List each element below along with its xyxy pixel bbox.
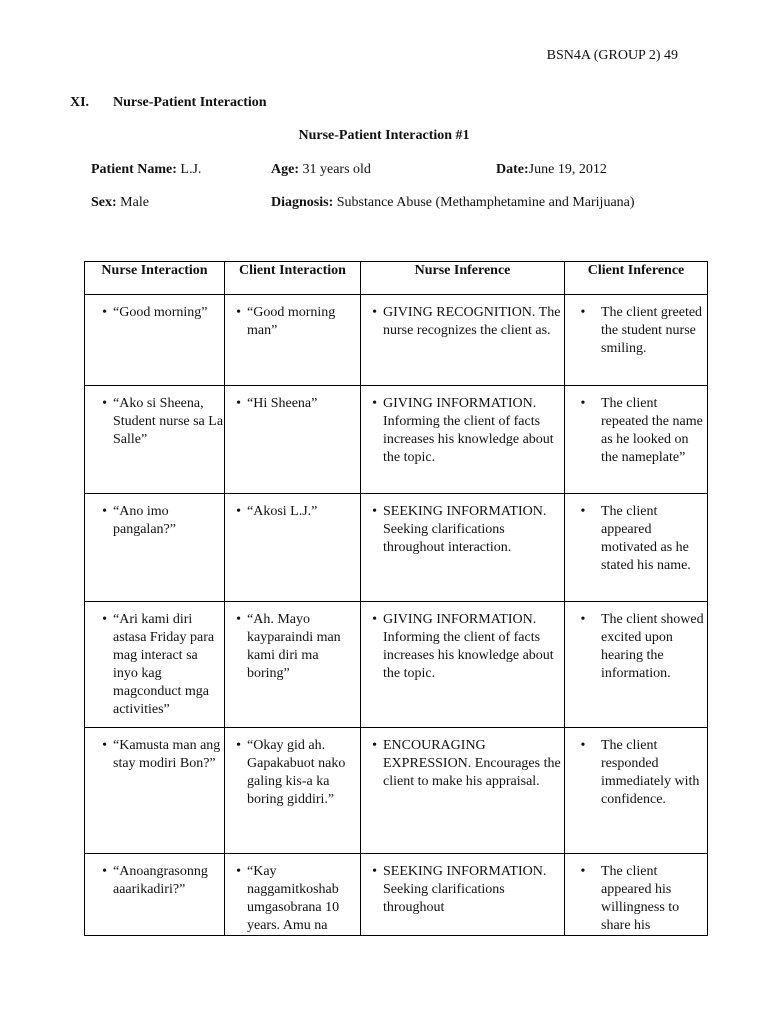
client-inference-cell: • The client repeated the name as he looked on the nameplate” — [565, 386, 708, 494]
header-nurse-inference: Nurse Inference — [361, 262, 565, 295]
table-header-row — [85, 262, 708, 295]
header-nurse-interaction: Nurse Interaction — [85, 262, 225, 295]
section-heading — [70, 94, 267, 112]
nurse-interaction-cell: • “Anoangrasonng aaarikadiri?” — [85, 854, 225, 936]
interaction-date — [496, 161, 607, 179]
client-inference-cell: • The client showed excited upon hearing the information. — [565, 602, 708, 728]
client-inference-cell: • The client responded immediately with confidence. — [565, 728, 708, 854]
page-header-code: BSN4A (GROUP 2) 49 — [546, 48, 678, 63]
nurse-inference-cell: • ENCOURAGING EXPRESSION. Encourages the client to make his appraisal. — [361, 728, 565, 854]
patient-age — [271, 161, 371, 179]
patient-age-label: Age: — [271, 162, 299, 177]
client-interaction-cell: • “Okay gid ah. Gapakabuot nako galing kis-a ka boring giddiri.” — [225, 728, 361, 854]
interaction-title: Nurse-Patient Interaction #1 — [298, 128, 470, 143]
header-client-inference: Client Inference — [565, 262, 708, 295]
nurse-inference-cell: • GIVING RECOGNITION. The nurse recognizes the client as. — [361, 295, 565, 386]
date-value: June 19, 2012 — [528, 162, 607, 177]
client-interaction-cell: • “Kay naggamitkoshab umgasobrana 10 years. Amu na — [225, 854, 361, 936]
nurse-interaction-cell: • “Ano imo pangalan?” — [85, 494, 225, 602]
client-interaction-cell: • “Ah. Mayo kayparaindi man kami diri ma boring” — [225, 602, 361, 728]
table-row — [85, 854, 708, 936]
nurse-inference-cell: • SEEKING INFORMATION. Seeking clarifications throughout — [361, 854, 565, 936]
client-interaction-cell: • “Akosi L.J.” — [225, 494, 361, 602]
interaction-table — [84, 261, 708, 936]
diagnosis-value: Substance Abuse (Methamphetamine and Marijuana) — [336, 195, 635, 210]
nurse-interaction-cell: • “Kamusta man ang stay modiri Bon?” — [85, 728, 225, 854]
patient-name-label: Patient Name: — [91, 162, 177, 177]
client-interaction-cell: • “Hi Sheena” — [225, 386, 361, 494]
date-label: Date: — [496, 162, 529, 177]
nurse-interaction-cell: • “Ari kami diri astasa Friday para mag interact sa inyo kag magconduct mga activities” — [85, 602, 225, 728]
patient-name-value: L.J. — [180, 162, 202, 177]
patient-name — [91, 161, 201, 179]
section-number: XI. — [70, 95, 90, 110]
header-client-interaction: Client Interaction — [225, 262, 361, 295]
nurse-inference-cell: • GIVING INFORMATION. Informing the client of facts increases his knowledge about the topic. — [361, 602, 565, 728]
patient-age-value: 31 years old — [302, 162, 371, 177]
sex-value: Male — [120, 195, 149, 210]
diagnosis-label: Diagnosis: — [271, 195, 334, 210]
client-inference-cell: • The client appeared motivated as he stated his name. — [565, 494, 708, 602]
table-row — [85, 386, 708, 494]
patient-diagnosis — [271, 194, 635, 212]
section-title: Nurse-Patient Interaction — [113, 95, 267, 110]
table-row — [85, 295, 708, 386]
table-row — [85, 602, 708, 728]
sex-label: Sex: — [91, 195, 117, 210]
patient-sex — [91, 194, 149, 212]
nurse-inference-cell: • SEEKING INFORMATION. Seeking clarifications throughout interaction. — [361, 494, 565, 602]
client-inference-cell: • The client appeared his willingness to share his — [565, 854, 708, 936]
table-row — [85, 494, 708, 602]
client-interaction-cell: • “Good morning man” — [225, 295, 361, 386]
client-inference-cell: • The client greeted the student nurse smiling. — [565, 295, 708, 386]
table-row — [85, 728, 708, 854]
nurse-interaction-cell: • “Good morning” — [85, 295, 225, 386]
nurse-inference-cell: • GIVING INFORMATION. Informing the client of facts increases his knowledge about the topic. — [361, 386, 565, 494]
nurse-interaction-cell: • “Ako si Sheena, Student nurse sa La Salle” — [85, 386, 225, 494]
